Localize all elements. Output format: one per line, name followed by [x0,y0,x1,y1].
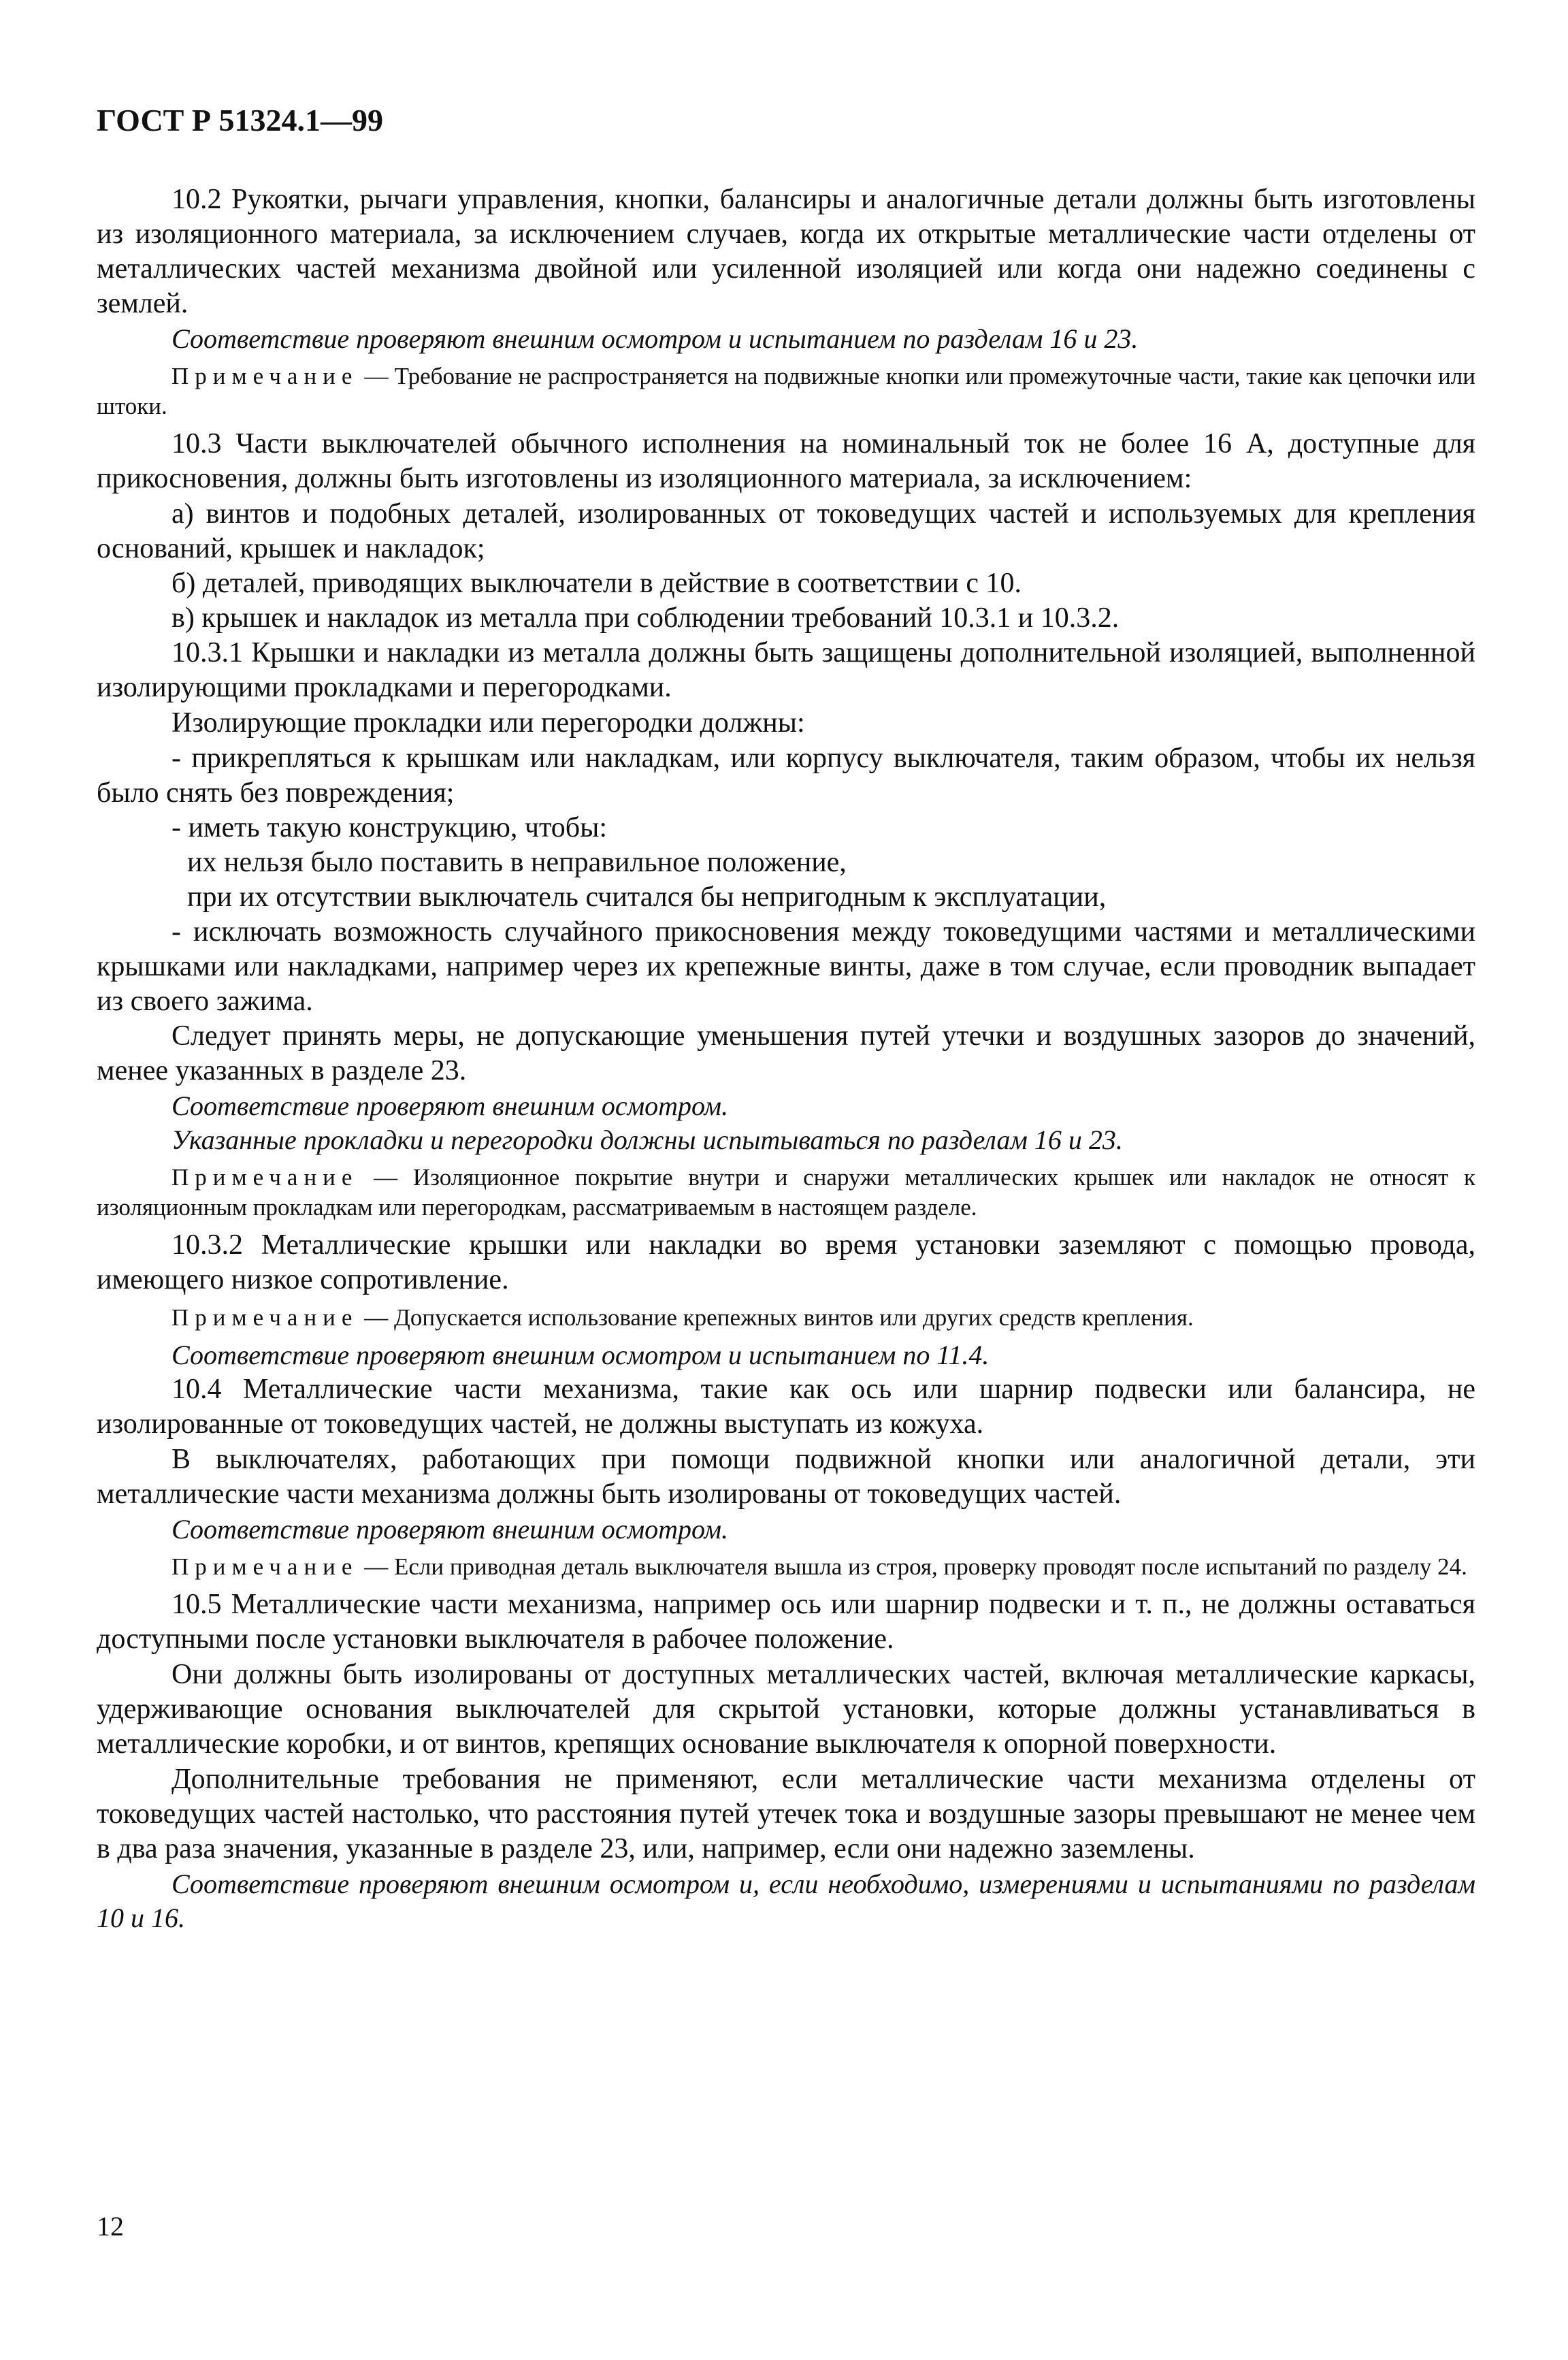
note-label: Примечание [172,363,359,389]
compliance-check: Соответствие проверяют внешним осмотром и испытанием по 11.4. [172,1340,990,1370]
list-item-c: в) крышек и накладок из металла при соблюдении требований 10.3.1 и 10.3.2. [172,602,1120,634]
note [97,361,1475,421]
sub-item: их нельзя было поставить в неправильное положение, [187,847,847,878]
paragraph: Дополнительные требования не применяют, если металлические части механизма отделены от токоведущих частей настолько, что расстояния путей утечек тока и воздушные зазоры превышают не менее чем в два раза значения, указанные в разделе 23, или, например, если они надежно заземлены. [97,1764,1475,1864]
list-item-b: б) деталей, приводящих выключатели в действие в соответствии с 10. [172,568,1022,599]
clause-10-5: 10.5 Металлические части механизма, например ось или шарнир подвески и т. п., не должны оставаться доступными после установки выключателя в рабочее положение. [97,1589,1475,1655]
compliance-check: Соответствие проверяют внешним осмотром и испытанием по разделам 16 и 23. [172,323,1139,354]
note-label: Примечание [172,1304,359,1331]
sub-item: при их отсутствии выключатель считался бы непригодным к эксплуатации, [187,882,1107,913]
compliance-check: Соответствие проверяют внешним осмотром. [172,1514,729,1545]
page-number: 12 [97,2211,124,2242]
note-label: Примечание [172,1164,359,1191]
clause-10-2: 10.2 Рукоятки, рычаги управления, кнопки, балансиры и аналогичные детали должны быть изготовлены из изоляционного материала, за исключением случаев, когда их открытые металлические части отделены от металлических частей механизма двойной или усиленной изоляцией или когда они надежно соединены с землей. [97,184,1475,319]
note-text: — Требование не распространяется на подвижные кнопки или промежуточные части, такие как цепочки или штоки. [97,363,1475,419]
note [97,1163,1475,1223]
note-text: — Если приводная деталь выключателя вышла из строя, проверку проводят после испытаний по разделу 24. [358,1553,1467,1580]
paragraph: В выключателях, работающих при помощи подвижной кнопки или аналогичной детали, эти металлические части механизма должны быть изолированы от токоведущих частей. [97,1444,1475,1510]
clause-10-3-2: 10.3.2 Металлические крышки или накладки во время установки заземляют с помощью провода, имеющего низкое сопротивление. [97,1229,1475,1295]
note-label: Примечание [172,1553,359,1580]
paragraph: Изолирующие прокладки или перегородки должны: [172,707,805,739]
clause-10-3-1: 10.3.1 Крышки и накладки из металла должны быть защищены дополнительной изоляцией, выполненной изолирующими прокладками и перегородками. [97,637,1475,703]
dash-item: - прикрепляться к крышкам или накладкам, или корпусу выключателя, таким образом, чтобы их нельзя было снять без повреждения; [97,743,1475,809]
dash-item: - исключать возможность случайного прикосновения между токоведущими частями и металлическими крышками или накладками, например через их крепежные винты, даже в том случае, если проводник выпадает из своего зажима. [97,916,1475,1017]
clause-10-4: 10.4 Металлические части механизма, такие как ось или шарнир подвески или балансира, не изолированные от токоведущих частей, не должны выступать из кожуха. [97,1374,1475,1440]
paragraph: Они должны быть изолированы от доступных металлических частей, включая металлические каркасы, удерживающие основания выключателей для скрытой установки, которые должны устанавливаться в металлические коробки, и от винтов, крепящих основание выключателя к опорной поверхности. [97,1659,1475,1760]
clause-10-3: 10.3 Части выключателей обычного исполнения на номинальный ток не более 16 А, доступные для прикосновения, должны быть изготовлены из изоляционного материала, за исключением: [97,428,1475,494]
compliance-check: Соответствие проверяют внешним осмотром. [172,1090,729,1121]
compliance-check: Соответствие проверяют внешним осмотром и, если необходимо, измерениями и испытаниями по разделам 10 и 16. [97,1869,1475,1933]
note [97,1552,1475,1582]
list-item-a: а) винтов и подобных деталей, изолированных от токоведущих частей и используемых для крепления оснований, крышек и накладок; [97,498,1475,564]
note-text: — Допускается использование крепежных винтов или других средств крепления. [358,1304,1194,1331]
document-body [97,182,1475,1935]
note-text: — Изоляционное покрытие внутри и снаружи металлических крышек или накладок не относят к изоляционным прокладкам или перегородкам, рассматриваемым в настоящем разделе. [97,1164,1475,1221]
document-header: ГОСТ Р 51324.1—99 [97,103,383,138]
note [97,1303,1475,1333]
dash-item: - иметь такую конструкцию, чтобы: [172,812,608,843]
compliance-check: Указанные прокладки и перегородки должны испытываться по разделам 16 и 23. [172,1125,1123,1155]
paragraph: Следует принять меры, не допускающие уменьшения путей утечки и воздушных зазоров до значений, менее указанных в разделе 23. [97,1020,1475,1086]
